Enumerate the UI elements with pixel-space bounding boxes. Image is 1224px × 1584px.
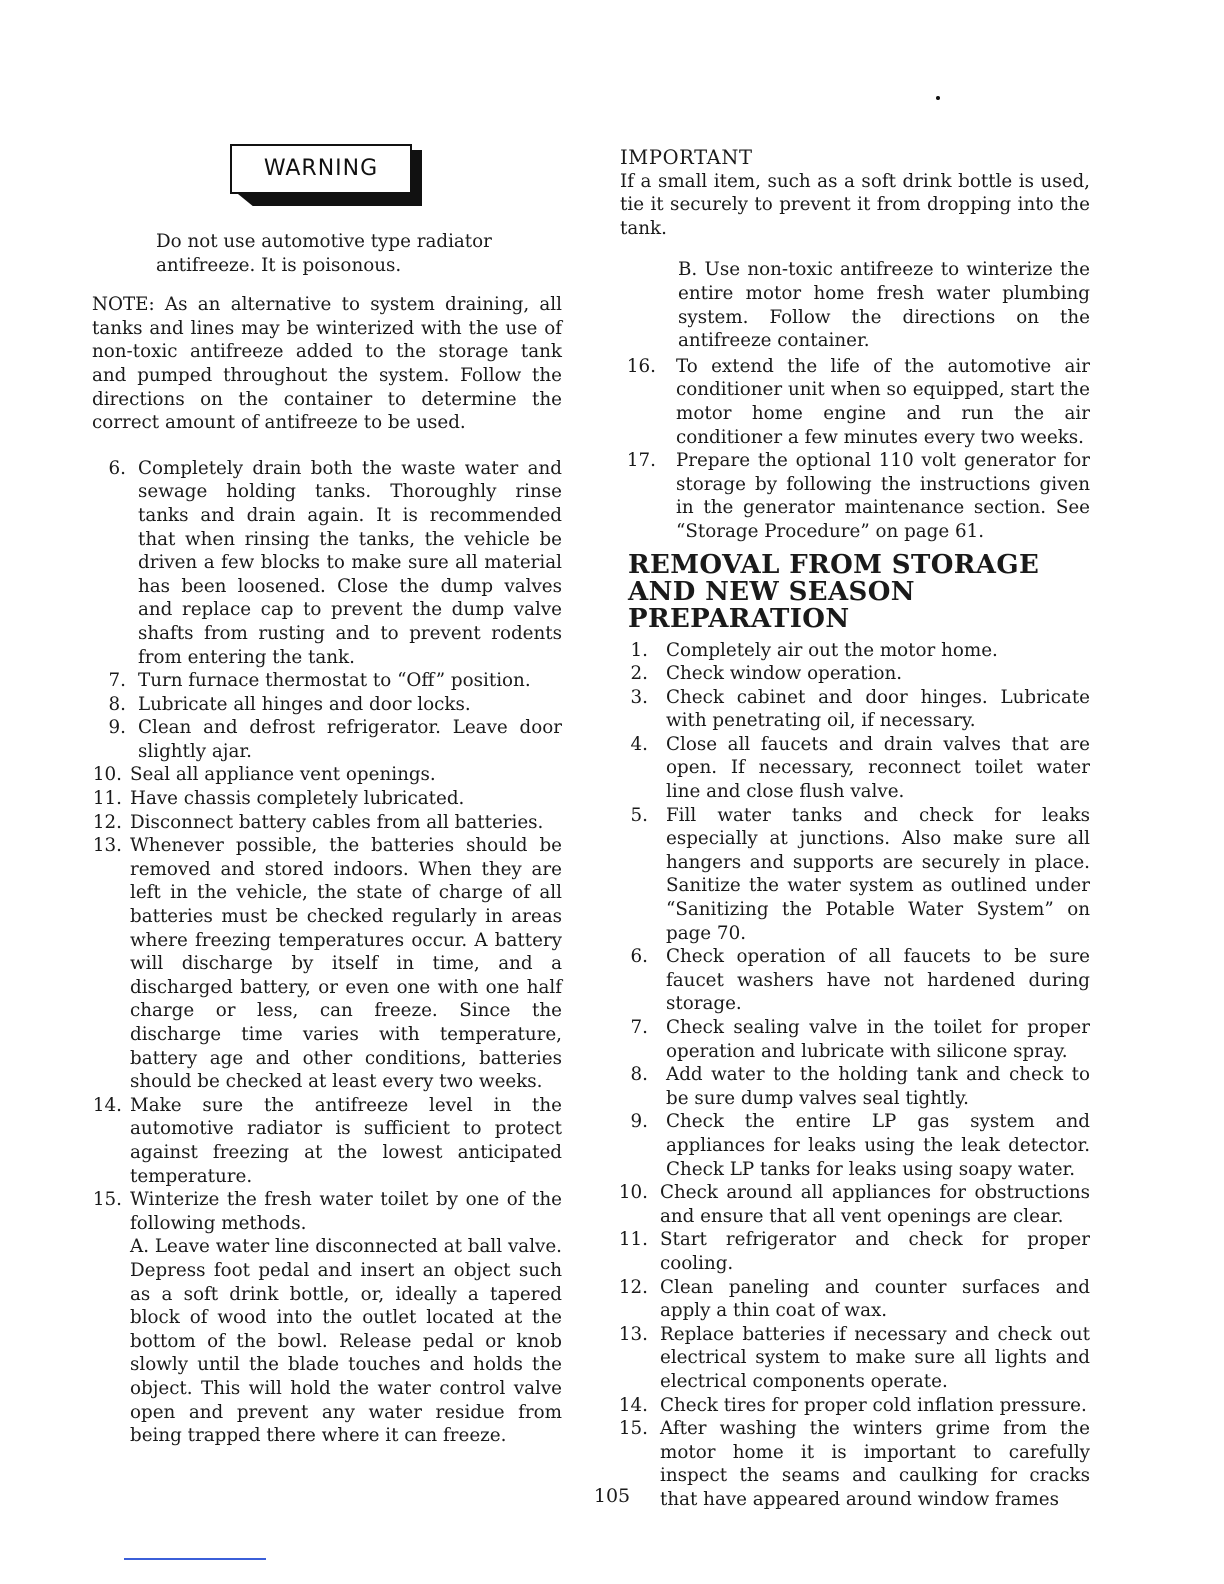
item-text: Lubricate all hinges and door locks. (138, 693, 471, 715)
list-item (84, 811, 562, 835)
list-item (620, 662, 1090, 686)
list-item (620, 804, 1090, 946)
item-text: Completely drain both the waste water and sewage holding tanks. Thoroughly rinse tanks and drain again. It is recommended that when rinsing the tanks, the vehicle be driven a few blocks to make sure all material has been loosened. Close the dump valves and replace cap to prevent the dump valve shafts from rusting and to prevent rodents from entering the tank. (138, 457, 562, 668)
important-text: If a small item, such as a soft drink bottle is used, tie it securely to prevent it from dropping into the tank. (620, 170, 1090, 239)
item-text: Check tires for proper cold inflation pressure. (660, 1394, 1087, 1416)
list-item (84, 1094, 562, 1188)
item-text: After washing the winters grime from the motor home it is important to carefully inspect the seams and caulking for cracks that have appeared around window frames (660, 1418, 1090, 1510)
list-item (92, 716, 562, 763)
item-text: Check around all appliances for obstructions and ensure that all vent openings are clear. (660, 1182, 1090, 1227)
item-number: 6. (108, 457, 126, 479)
list-item (620, 1110, 1090, 1181)
item-text: Whenever possible, the batteries should be removed and stored indoors. When they are left in the vehicle, the state of charge of all batteries must be checked regularly in areas where freezing temperatures occur. A battery will discharge by itself in time, and a discharged battery, or even one with one half charge or less, can freeze. Since the discharge time varies with temperature, battery age and other conditions, batteries should be checked at least every two weeks. (130, 835, 562, 1093)
item-text: Disconnect battery cables from all batteries. (130, 811, 544, 833)
item-text: Check operation of all faucets to be sure faucet washers have not hardened during storage. (666, 946, 1090, 1015)
item-number: 2. (630, 663, 648, 685)
list-item (614, 1394, 1090, 1418)
item-number: 14. (618, 1394, 648, 1416)
warning-label: WARNING (230, 144, 412, 194)
item-text: Seal all appliance vent openings. (130, 764, 436, 786)
list-item (620, 1016, 1090, 1063)
list-item (84, 763, 562, 787)
list-item (92, 457, 562, 669)
removal-steps-list (620, 639, 1090, 1512)
page-number: 105 (593, 1485, 631, 1507)
item-number: 7. (630, 1017, 648, 1038)
item-number: 5. (630, 804, 648, 826)
item-text: Check the entire LP gas system and appliances for leaks using the leak detector. Check LP tanks for leaks using soapy water. (666, 1111, 1090, 1180)
speck (936, 96, 940, 100)
item-text: Fill water tanks and check for leaks especially at junctions. Also make sure all hangers and supports are securely in place. Sanitize the water system as outlined under “Sanitizing the Potable Water System” on page 70. (666, 804, 1090, 944)
important-label: IMPORTANT (620, 146, 753, 169)
left-column (92, 140, 562, 1448)
item-number: 6. (630, 946, 648, 968)
item-number: 9. (630, 1111, 648, 1133)
item-number: 16. (626, 355, 656, 377)
item-number: 7. (108, 670, 126, 692)
list-item (620, 733, 1090, 804)
item-number: 8. (630, 1064, 648, 1086)
list-item (620, 686, 1090, 733)
list-item (620, 945, 1090, 1016)
item-text: To extend the life of the automotive air conditioner unit when so equipped, start the motor home engine and run the air conditioner a few minutes every two weeks. (676, 355, 1090, 448)
warning-sign-shadow-bottom (238, 194, 422, 206)
item-text: Add water to the holding tank and check to be sure dump valves seal tightly. (666, 1064, 1090, 1109)
section-heading: REMOVAL FROM STORAGE AND NEW SEASON PREPARATION (628, 549, 1040, 634)
list-item (614, 1228, 1090, 1275)
item-number: 12. (92, 811, 122, 833)
list-item (614, 1276, 1090, 1323)
list-item (614, 1181, 1090, 1228)
item-text: Check window operation. (666, 663, 903, 685)
step-15-option-b: B. Use non-toxic antifreeze to winterize the entire motor home fresh water plumbing system. Follow the directions on the antifreeze container. (678, 259, 1090, 352)
item-text: Make sure the antifreeze level in the automotive radiator is sufficient to protect against freezing at the lowest anticipated temperature. (130, 1094, 562, 1187)
item-text: Have chassis completely lubricated. (130, 788, 465, 810)
list-item (92, 669, 562, 693)
item-text: Prepare the optional 110 volt generator for storage by following the instructions given in the generator maintenance section. See “Storage Procedure” on page 61. (676, 450, 1090, 542)
list-item (620, 449, 1090, 543)
item-text: Clean paneling and counter surfaces and apply a thin coat of wax. (660, 1276, 1090, 1322)
item-text: Clean and defrost refrigerator. Leave door slightly ajar. (138, 717, 562, 762)
item-number: 8. (108, 693, 126, 715)
item-number: 12. (618, 1276, 648, 1298)
item-number: 1. (630, 639, 648, 661)
item-text: Completely air out the motor home. (666, 639, 998, 661)
item-number: 13. (618, 1323, 648, 1345)
list-item (620, 355, 1090, 449)
step-15-option-a: A. Leave water line disconnected at ball valve. Depress foot pedal and insert an object such as a soft drink bottle, or, ideally a tapered block of wood into the outlet located at the bottom of the bowl. Release pedal or knob slowly until the blade touches and holds the object. This will hold the water control valve open and prevent any water residue from being trapped there where it can freeze. (130, 1236, 562, 1447)
footer-rule (124, 1558, 266, 1560)
item-number: 9. (108, 717, 126, 739)
item-text: Replace batteries if necessary and check out electrical system to make sure all lights and electrical components operate. (660, 1323, 1090, 1392)
list-item (620, 639, 1090, 663)
warning-sign (230, 144, 418, 206)
list-item (614, 1323, 1090, 1394)
winterizing-steps-list (92, 457, 562, 1236)
item-number: 10. (92, 764, 122, 786)
item-number: 17. (626, 450, 656, 472)
item-number: 4. (630, 733, 648, 755)
list-item (84, 1188, 562, 1235)
note-paragraph: NOTE: As an alternative to system draining, all tanks and lines may be winterized with the use of non-toxic antifreeze added to the storage tank and pumped throughout the system. Follow the directions on the container to determine the correct amount of antifreeze to be used. (92, 294, 562, 434)
list-item (92, 693, 562, 717)
item-text: Close all faucets and drain valves that are open. If necessary, reconnect toilet water line and close flush valve. (666, 733, 1090, 803)
item-number: 15. (618, 1418, 648, 1440)
item-number: 3. (630, 686, 648, 708)
item-text: Start refrigerator and check for proper cooling. (660, 1229, 1090, 1274)
item-number: 11. (92, 788, 122, 810)
winterizing-steps-continued (620, 355, 1090, 544)
right-column (620, 140, 1090, 1511)
item-number: 13. (92, 835, 122, 857)
list-item (84, 787, 562, 811)
item-text: Check sealing valve in the toilet for proper operation and lubricate with silicone spray. (666, 1017, 1090, 1062)
item-number: 14. (92, 1094, 122, 1116)
item-number: 11. (618, 1229, 648, 1251)
item-number: 10. (618, 1182, 648, 1204)
item-text: Winterize the fresh water toilet by one of the following methods. (130, 1189, 562, 1234)
list-item (620, 1063, 1090, 1110)
item-text: Turn furnace thermostat to “Off” position. (138, 670, 531, 692)
item-text: Check cabinet and door hinges. Lubricate with penetrating oil, if necessary. (666, 686, 1090, 732)
item-number: 15. (92, 1189, 122, 1211)
warning-text: Do not use automotive type radiator antifreeze. It is poisonous. (156, 231, 492, 276)
list-item (84, 834, 562, 1094)
